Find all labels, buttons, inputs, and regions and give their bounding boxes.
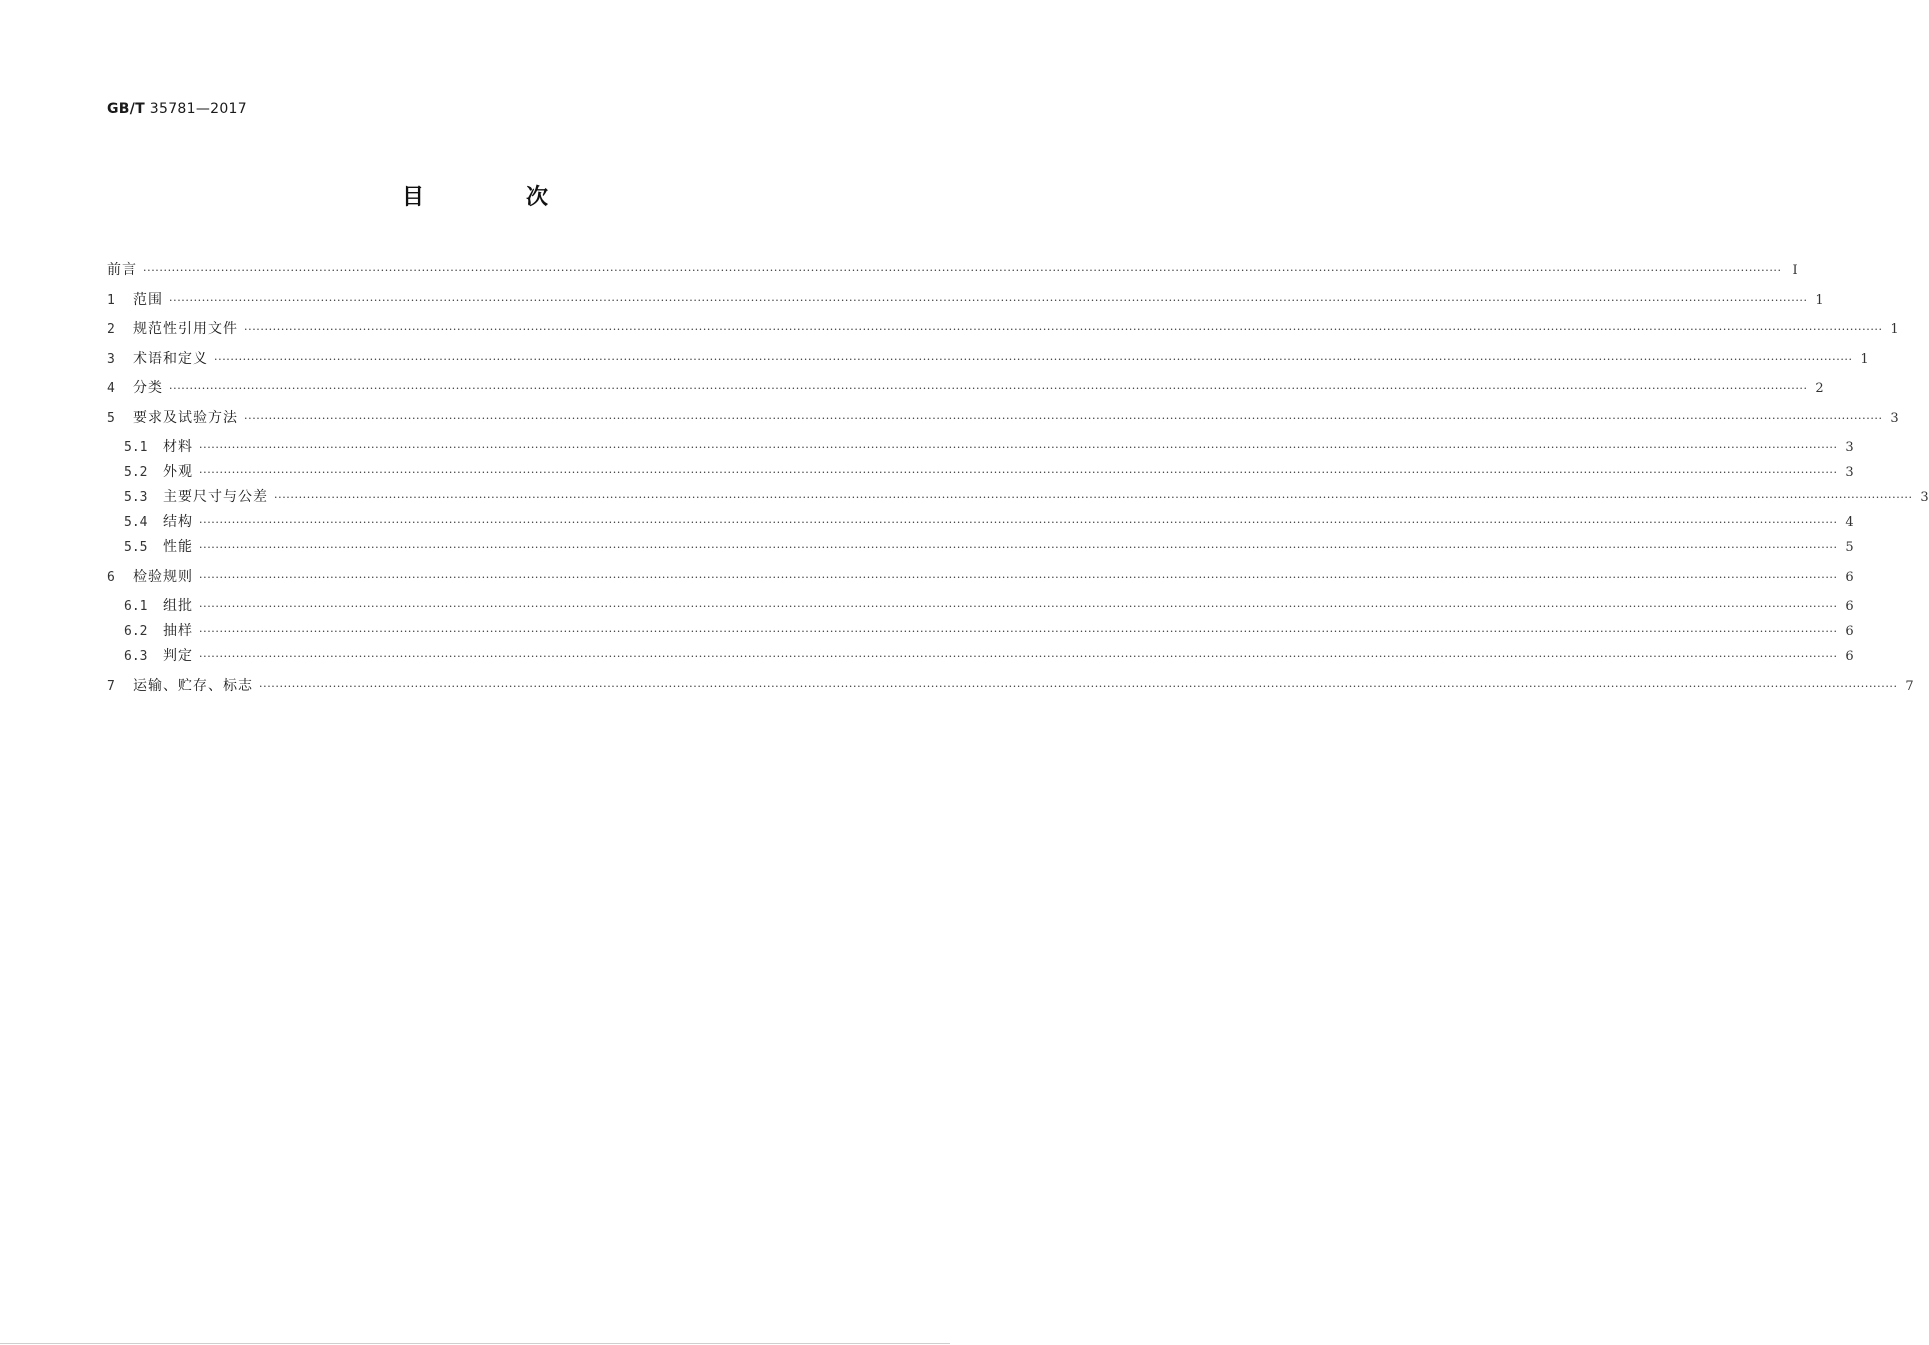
toc-entry-number: 6.1 (124, 599, 148, 614)
toc-entry-page: 6 (1845, 599, 1854, 614)
toc-entry-number: 3 (107, 352, 115, 367)
toc-entry-number: 6.2 (124, 624, 148, 639)
toc-entry-number: 4 (107, 381, 115, 396)
standard-prefix: GB/T (107, 101, 146, 117)
toc-entry-page: 5 (1845, 540, 1854, 555)
toc-entry[interactable] (107, 674, 1914, 698)
toc-entry-label: 术语和定义 (133, 351, 208, 367)
toc-entry-number: 1 (107, 293, 115, 308)
toc-entry[interactable] (124, 619, 1854, 643)
toc-dot-leader: ················································································································································································································································································································································································································ (274, 491, 1913, 504)
toc-entry-number: 6 (107, 570, 115, 585)
toc-entry-number: 5.5 (124, 540, 148, 555)
toc-entry-page: 4 (1845, 515, 1854, 530)
toc-entry-label: 要求及试验方法 (133, 410, 238, 426)
toc-entry[interactable] (124, 435, 1854, 459)
toc-entry[interactable] (124, 594, 1854, 618)
standard-code (107, 101, 247, 117)
toc-dot-leader: ················································································································································································································································································································································································································ (199, 466, 1838, 479)
toc-entry-page: 3 (1845, 465, 1854, 480)
toc-entry-page: 3 (1890, 411, 1899, 426)
toc-entry-label: 范围 (133, 292, 163, 308)
toc-entry-number: 2 (107, 322, 115, 337)
toc-entry-number: 5.3 (124, 490, 148, 505)
toc-entry-label: 抽样 (163, 623, 193, 639)
toc-dot-leader: ················································································································································································································································································································································································································ (214, 353, 1853, 366)
toc-entry-page: 3 (1845, 440, 1854, 455)
toc-dot-leader: ················································································································································································································································································································································································································ (259, 680, 1898, 693)
toc-entry[interactable] (107, 565, 1854, 589)
toc-entry-label: 主要尺寸与公差 (163, 489, 268, 505)
toc-entry-number: 5.2 (124, 465, 148, 480)
toc-dot-leader: ················································································································································································································································································································································································································ (199, 441, 1838, 454)
toc-entry-number: 5.1 (124, 440, 148, 455)
toc-entry-label: 性能 (163, 539, 193, 555)
toc-entry[interactable] (124, 510, 1854, 534)
toc-entry-label: 判定 (163, 648, 193, 664)
toc-entry[interactable] (107, 258, 1798, 282)
toc-entry[interactable] (107, 376, 1824, 400)
toc-dot-leader: ················································································································································································································································································································································································································ (199, 650, 1838, 663)
toc-entry-label: 材料 (163, 439, 193, 455)
toc-entry-page: 7 (1905, 679, 1914, 694)
toc-dot-leader: ················································································································································································································································································································································································································ (199, 571, 1838, 584)
toc-dot-leader: ················································································································································································································································································································································································································ (199, 625, 1838, 638)
page-bottom-divider (0, 1343, 950, 1344)
toc-dot-leader: ················································································································································································································································································································································································································ (244, 323, 1883, 336)
toc-entry[interactable] (107, 288, 1824, 312)
toc-entry-number: 5.4 (124, 515, 148, 530)
toc-entry-page: 1 (1860, 352, 1869, 367)
toc-entry-label: 外观 (163, 464, 193, 480)
toc-entry-page: 1 (1815, 293, 1824, 308)
toc-entry-number: 6.3 (124, 649, 148, 664)
toc-dot-leader: ················································································································································································································································································································································································································ (169, 294, 1808, 307)
toc-dot-leader: ················································································································································································································································································································································································································ (199, 541, 1838, 554)
toc-entry-label: 规范性引用文件 (133, 321, 238, 337)
toc-entry-label: 结构 (163, 514, 193, 530)
toc-entry-page: 2 (1815, 381, 1824, 396)
toc-dot-leader: ················································································································································································································································································································································································································ (199, 600, 1838, 613)
toc-entry-label: 检验规则 (133, 569, 193, 585)
toc-entry[interactable] (107, 406, 1899, 430)
toc-entry-number: 7 (107, 679, 115, 694)
toc-dot-leader: ················································································································································································································································································································································································································ (169, 382, 1808, 395)
toc-entry-label: 组批 (163, 598, 193, 614)
toc-dot-leader: ················································································································································································································································································································································································································ (143, 264, 1782, 277)
toc-entry-label: 前言 (107, 262, 137, 278)
toc-entry-page: 3 (1920, 490, 1929, 505)
toc-entry-page: 6 (1845, 624, 1854, 639)
toc-entry-label: 运输、贮存、标志 (133, 678, 253, 694)
toc-entry-page: 1 (1890, 322, 1899, 337)
toc-entry-page: 6 (1845, 570, 1854, 585)
toc-entry[interactable] (124, 460, 1854, 484)
standard-number: 35781—2017 (149, 101, 247, 117)
toc-entry[interactable] (124, 644, 1854, 668)
toc-title: 目 次 (401, 185, 588, 210)
toc-entry-page: Ⅰ (1792, 263, 1798, 278)
toc-entry-number: 5 (107, 411, 115, 426)
toc-entry-page: 6 (1845, 649, 1854, 664)
toc-entry[interactable] (124, 535, 1854, 559)
toc-entry[interactable] (124, 485, 1929, 509)
toc-dot-leader: ················································································································································································································································································································································································································ (199, 516, 1838, 529)
toc-entry-label: 分类 (133, 380, 163, 396)
toc-entry[interactable] (107, 317, 1899, 341)
toc-entry[interactable] (107, 347, 1869, 371)
toc-dot-leader: ················································································································································································································································································································································································································ (244, 412, 1883, 425)
